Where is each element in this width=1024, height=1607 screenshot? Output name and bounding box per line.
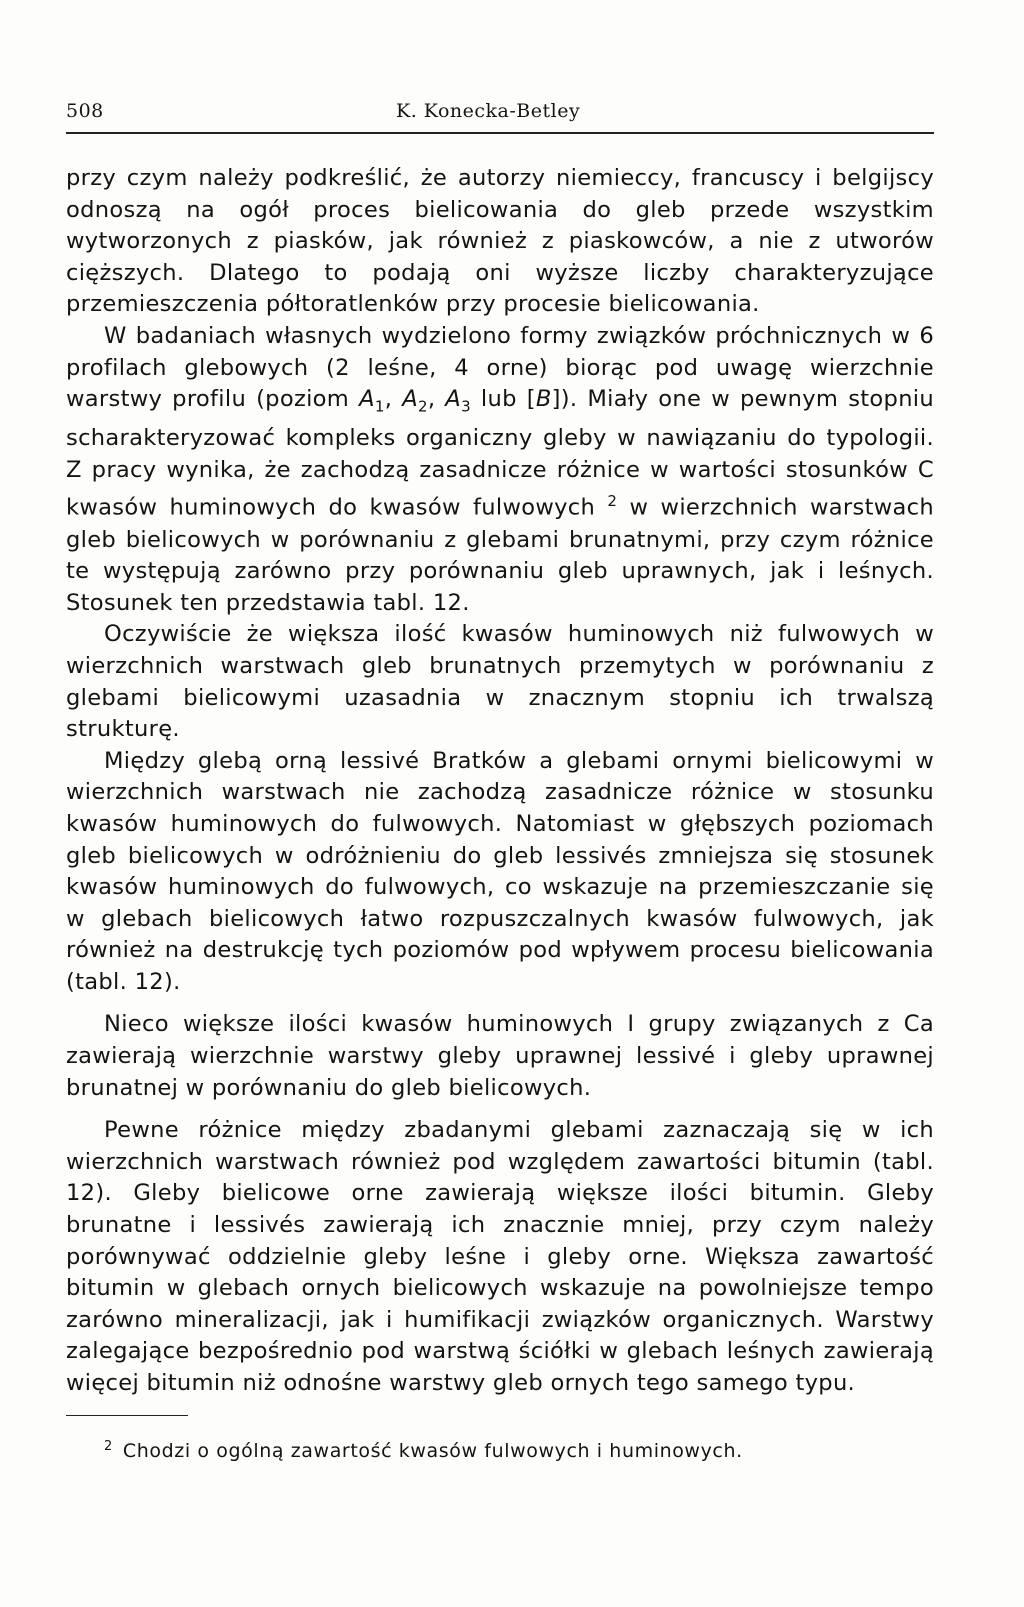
paragraph-2-text-b: lub [ (470, 386, 536, 413)
horizon-subscript: 2 (417, 397, 428, 416)
separator: , (384, 386, 403, 413)
footnote-mark: 2 (104, 1439, 113, 1454)
paragraph-5: Nieco większe ilości kwasów huminowych I grupy związanych z Ca zawierają wierzchnie warstwy gleby uprawnej lessivé i gleby uprawnej brunatnej w porównaniu do gleb bielicowych. (66, 1011, 934, 1101)
separator: , (427, 386, 446, 413)
page-number: 508 (66, 100, 104, 122)
paragraph-1: przy czym należy podkreślić, że autorzy niemieccy, francuscy i belgijscy odnoszą na ogół proces bielicowania do gleb przede wszystkim wytworzonych z piasków, jak również z piaskowców, a nie z utworów cięższych. Dlatego to podają oni wyższe liczby charakteryzujące przemieszczenia półtoratlenków przy procesie bielicowania. (66, 165, 934, 318)
horizon-symbol: A (445, 386, 462, 413)
horizon-symbol-b: B (535, 386, 552, 413)
header-rule (66, 132, 934, 134)
paragraph-3: Oczywiście że większa ilość kwasów huminowych niż fulwowych w wierzchnich warstwach gleb brunatnych przemytych w porównaniu z glebami bielicowymi uzasadnia w znacznym stopniu ich trwalszą strukturę. (66, 621, 934, 743)
footnote-text: Chodzi o ogólną zawartość kwasów fulwowych i huminowych. (122, 1440, 743, 1462)
page-header (66, 100, 934, 130)
paragraph-2-text-c: ]). Miały one w pewnym stopniu scharakteryzować kompleks organiczny gleby w nawiązaniu do typologii. Z pracy wynika, że zachodzą zasadnicze różnice w wartości stosunków C kwasów huminowych do kwasów fulwowych (66, 386, 935, 521)
paragraph-4: Między glebą orną lessivé Bratków a glebami ornymi bielicowymi w wierzchnich warstwach nie zachodzą zasadnicze różnice w stosunku kwasów huminowych do fulwowych. Natomiast w głębszych poziomach gleb bielicowych w odróżnieniu do gleb lessivés zmniejsza się stosunek kwasów huminowych do fulwowych, co wskazuje na przemieszczanie się w glebach bielicowych łatwo rozpuszczalnych kwasów fulwowych, jak również na destrukcję tych poziomów pod wpływem procesu bielicowania (tabl. 12). (66, 747, 934, 995)
paragraph-2-text-d: w wierzchnich warstwach gleb bielicowych w porównaniu z glebami brunatnymi, przy czym różnice te występują zarówno przy porównaniu gleb uprawnych, jak i leśnych. Stosunek ten przedstawia tabl. 12. (66, 494, 935, 616)
horizon-symbol: A (402, 386, 418, 413)
body-text (66, 163, 934, 1400)
paragraph-2 (66, 321, 934, 619)
footnote (104, 1434, 934, 1464)
running-head: K. Konecka-Betley (396, 100, 581, 122)
horizon-subscript: 1 (374, 397, 385, 416)
footnote-rule (66, 1415, 188, 1416)
footnote-reference[interactable]: 2 (607, 492, 618, 511)
horizon-subscript: 3 (461, 397, 471, 416)
paragraph-6: Pewne różnice między zbadanymi glebami zaznaczają się w ich wierzchnich warstwach również pod względem zawartości bitumin (tabl. 12). Gleby bielicowe orne zawierają większe ilości bitumin. Gleby brunatne i lessivés zawierają ich znacznie mniej, przy czym należy porównywać oddzielnie gleby leśne i gleby orne. Większa zawartość bitumin w glebach ornych bielicowych wskazuje na powolniejsze tempo zarówno mineralizacji, jak i humifikacji związków organicznych. Warstwy zalegające bezpośrednio pod warstwą ściółki w glebach leśnych zawierają więcej bitumin niż odnośne warstwy gleb ornych tego samego typu. (66, 1117, 934, 1397)
paragraph-2-text-a: W badaniach własnych wydzielono formy związków próchnicznych w 6 profilach glebowych (2 leśne, 4 orne) biorąc pod uwagę wierzchnie warstwy profilu (poziom (66, 322, 934, 413)
horizon-symbol: A (359, 386, 375, 413)
